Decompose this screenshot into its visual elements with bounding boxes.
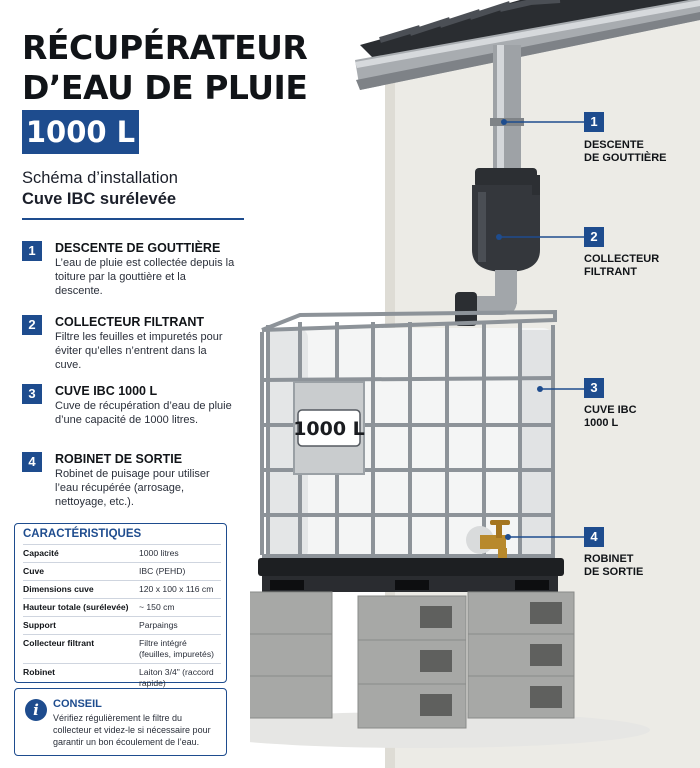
subtitle: Schéma d’installation Cuve IBC surélevée bbox=[22, 169, 178, 208]
ibc-tank bbox=[262, 312, 555, 560]
callout-label: COLLECTEUR FILTRANT bbox=[584, 253, 660, 278]
step-title: DESCENTE DE GOUTTIÈRE bbox=[55, 241, 221, 255]
page-title: RÉCUPÉRATEUR D’EAU DE PLUIE bbox=[22, 28, 308, 107]
step-title: COLLECTEUR FILTRANT bbox=[55, 315, 205, 329]
step-title: CUVE IBC 1000 L bbox=[55, 384, 158, 398]
table-row: Capacité 1000 litres bbox=[23, 545, 221, 563]
specs-box bbox=[14, 523, 227, 688]
step-title: ROBINET DE SORTIE bbox=[55, 452, 183, 466]
tip-box bbox=[14, 688, 227, 756]
table-row: Hauteur totale (surélevée) ~ 150 cm bbox=[23, 599, 221, 617]
callout-number: 2 bbox=[584, 227, 604, 247]
table-row: Dimensions cuve 120 x 100 x 116 cm bbox=[23, 581, 221, 599]
tip-title: CONSEIL bbox=[53, 698, 102, 710]
tank-capacity-label: 1000 L bbox=[293, 418, 365, 440]
step-description: L’eau de pluie est collectée depuis la toiture par la gouttière et la descente. bbox=[55, 257, 235, 297]
info-icon: i bbox=[25, 699, 47, 721]
capacity-badge: 1000 L bbox=[22, 110, 139, 154]
divider bbox=[22, 218, 244, 220]
callout-number: 4 bbox=[584, 527, 604, 547]
step-number: 3 bbox=[22, 384, 42, 404]
step-description: Robinet de puisage pour utiliser l’eau récupérée (arrosage, nettoyage, etc.). bbox=[55, 468, 210, 508]
callout-label: CUVE IBC 1000 L bbox=[584, 404, 637, 429]
tip-text: Vérifiez régulièrement le filtre du collecteur et videz-le si nécessaire pour garantir un bon écoulement de l’eau. bbox=[53, 713, 211, 747]
pallet bbox=[258, 558, 564, 592]
table-row: Cuve IBC (PEHD) bbox=[23, 563, 221, 581]
callout-label: DESCENTE DE GOUTTIÈRE bbox=[584, 139, 667, 164]
step-description: Cuve de récupération d’eau de pluie d’une capacité de 1000 litres. bbox=[55, 400, 232, 426]
table-row: Robinet Laiton 3/4" (raccord rapide) bbox=[23, 664, 221, 693]
step-number: 2 bbox=[22, 315, 42, 335]
specs-title: CARACTÉRISTIQUES bbox=[23, 528, 142, 540]
concrete-blocks bbox=[244, 592, 574, 728]
table-row: Support Parpaings bbox=[23, 617, 221, 635]
table-row: Collecteur filtrant Filtre intégré (feuilles, impuretés) bbox=[23, 635, 221, 664]
callout-number: 1 bbox=[584, 112, 604, 132]
specs-table bbox=[23, 544, 221, 692]
downpipe bbox=[490, 45, 524, 175]
step-number: 1 bbox=[22, 241, 42, 261]
callout-number: 3 bbox=[584, 378, 604, 398]
info-panel bbox=[0, 0, 308, 768]
callout-label: ROBINET DE SORTIE bbox=[584, 553, 644, 578]
step-number: 4 bbox=[22, 452, 42, 472]
step-description: Filtre les feuilles et impuretés pour éviter qu’elles n’entrent dans la cuve. bbox=[55, 331, 223, 371]
